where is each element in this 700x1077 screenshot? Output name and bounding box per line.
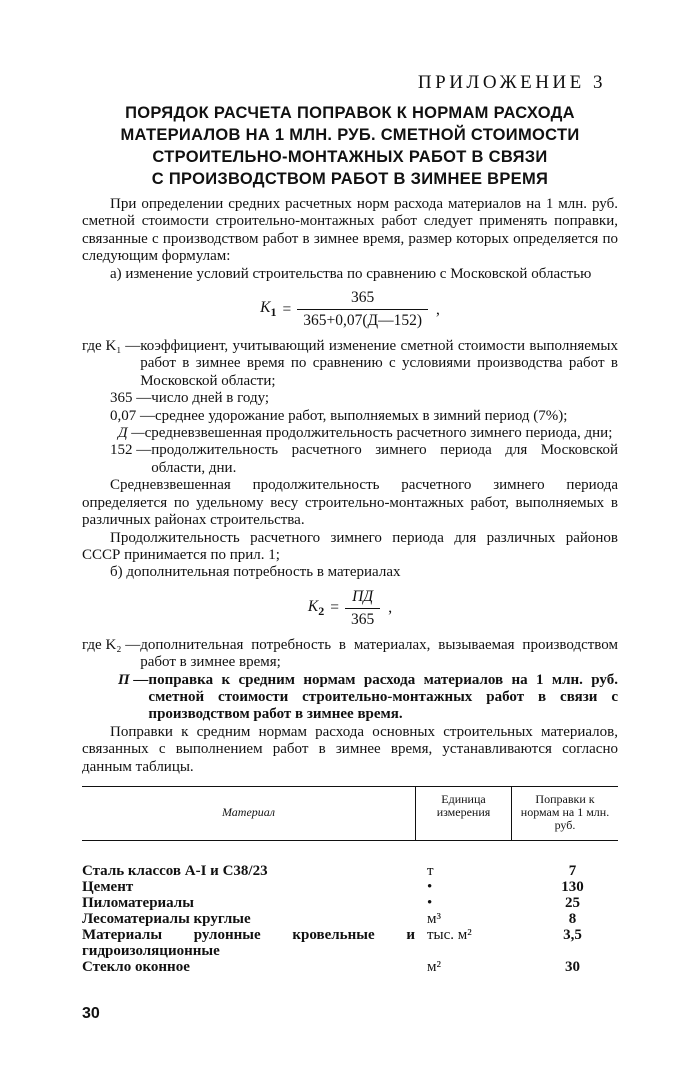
definition-item (82, 672, 618, 724)
cell-unit: тыс. м² (427, 926, 472, 943)
definition-item (82, 338, 618, 390)
document-page (82, 72, 618, 975)
cell-material: Пиломатериалы (82, 894, 194, 911)
cell-material: Лесоматериалы круглые (82, 910, 251, 927)
definition-symbol: 0,07 — (110, 407, 155, 424)
formula-k2-symbol: K (307, 597, 319, 615)
definition-text: число дней в году; (151, 390, 270, 407)
formula-k1-subscript: 1 (270, 305, 277, 320)
definition-text: дополнительная потребность в материалах, вызываемая производством работ в зимнее время; (140, 636, 618, 671)
definition-item (82, 390, 618, 407)
cell-unit: т (427, 862, 434, 879)
cell-material: Сталь классов А-I и С38/23 (82, 862, 268, 879)
column-header-correction: Поправки к нормам на 1 млн. руб. (511, 787, 618, 840)
column-header-unit: Единица измерения (415, 787, 511, 840)
formula-k1-numerator: 365 (350, 289, 375, 307)
formula-k1-symbol: K (260, 298, 271, 316)
formula-k1-tail: , (435, 300, 440, 318)
appendix-label: ПРИЛОЖЕНИЕ 3 (417, 72, 606, 93)
item-a: а) изменение условий строительства по сравнению с Московской областью (110, 265, 592, 282)
formula-k2-numerator: ПД (352, 587, 374, 605)
definition-symbol: Д — (118, 425, 145, 442)
formula-k2-denominator: 365 (345, 608, 380, 629)
formula-k2-subscript: 2 (318, 603, 325, 618)
formula-k1-eq: = (282, 300, 292, 318)
formula-k1-lhs (260, 299, 276, 320)
table-row (82, 879, 618, 895)
formula-k2-eq: = (330, 599, 339, 617)
formula-k2-tail: , (388, 599, 393, 617)
cell-material: Стекло оконное (82, 958, 190, 975)
definition-item (82, 637, 618, 672)
table-row (82, 863, 618, 879)
definition-symbol: 365 — (110, 390, 152, 407)
definition-text: продолжительность расчетного зимнего периода для Московской области, дни. (151, 442, 618, 476)
title-line: С ПРОИЗВОДСТВОМ РАБОТ В ЗИМНЕЕ ВРЕМЯ (151, 170, 549, 188)
definition-item (82, 442, 618, 477)
definition-symbol: где K₂ — (82, 636, 141, 653)
column-header-material: Материал (221, 804, 276, 819)
cell-value: 3,5 (563, 926, 582, 943)
title-line: МАТЕРИАЛОВ НА 1 МЛН. РУБ. СМЕТНОЙ СТОИМОСТИ (120, 126, 580, 144)
cell-unit: • (427, 894, 433, 911)
definition-item (82, 408, 618, 425)
formula-k1-denominator: 365+0,07(Д—152) (297, 309, 428, 330)
corrections-table (82, 786, 618, 975)
cell-value: 130 (561, 878, 584, 895)
definition-text: коэффициент, учитывающий изменение сметной стоимости выполняемых работ в зимнее время по сравнению с условиями производства работ в Московской области; (140, 338, 618, 389)
formula-k2-fraction (345, 588, 380, 629)
cell-value: 8 (568, 910, 577, 927)
definitions-k1 (82, 338, 618, 477)
definition-symbol: П — (118, 671, 149, 688)
table-row (82, 911, 618, 927)
cell-unit: м³ (427, 910, 441, 927)
table-intro-paragraph: Поправки к средним нормам расхода основных строительных материалов, связанных с выполнением работ в зимнее время, устанавливаются согласно данным таблицы. (82, 723, 618, 775)
table-row (82, 927, 618, 959)
document-title (82, 102, 618, 190)
formula-k2-lhs (308, 598, 324, 619)
definition-text: среднее удорожание работ, выполняемых в зимний период (7%); (155, 407, 568, 424)
cell-unit: • (427, 878, 433, 895)
cell-value: 25 (565, 894, 580, 911)
title-line: СТРОИТЕЛЬНО-МОНТАЖНЫХ РАБОТ В СВЯЗИ (152, 148, 548, 166)
formula-k2 (82, 588, 618, 629)
cell-unit: м² (427, 958, 441, 975)
weighted-duration-paragraph: Средневзвешенная продолжительность расчетного зимнего периода определяется по удельному весу строительно-монтажных работ, выполняемых в различных районах строительства. (82, 477, 618, 529)
page-number: 30 (82, 1005, 100, 1022)
cell-value: 30 (565, 958, 580, 975)
title-line: ПОРЯДОК РАСЧЕТА ПОПРАВОК К НОРМАМ РАСХОДА (125, 104, 575, 122)
item-b: б) дополнительная потребность в материалах (110, 564, 401, 581)
cell-material: Материалы рулонные кровельные и гидроизоляционные (82, 926, 415, 959)
table-row (82, 959, 618, 975)
definition-text: поправка к средним нормам расхода материалов на 1 млн. руб. сметной стоимости строительно-монтажных работ в связи с производством работ в зимнее время. (148, 671, 618, 723)
definitions-k2 (82, 637, 618, 724)
formula-k1 (82, 289, 618, 330)
cell-value: 7 (568, 862, 577, 879)
table-row (82, 895, 618, 911)
intro-paragraph: При определении средних расчетных норм расхода материалов на 1 млн. руб. сметной стоимости строительно-монтажных работ следует применять поправки, связанные с производством работ в зимнее время, размер которых определяется по следующим формулам: (82, 196, 618, 265)
definition-symbol: где K₁ — (82, 338, 141, 355)
definition-text: средневзвешенная продолжительность расчетного зимнего периода, дни; (144, 425, 613, 442)
cell-material: Цемент (82, 878, 134, 895)
definition-symbol: 152 — (110, 442, 152, 459)
table-body (82, 863, 618, 975)
definition-item (82, 425, 618, 442)
formula-k1-fraction (297, 289, 428, 330)
winter-duration-paragraph: Продолжительность расчетного зимнего периода для различных районов СССР принимается по прил. 1; (82, 529, 618, 563)
table-header (82, 787, 618, 841)
